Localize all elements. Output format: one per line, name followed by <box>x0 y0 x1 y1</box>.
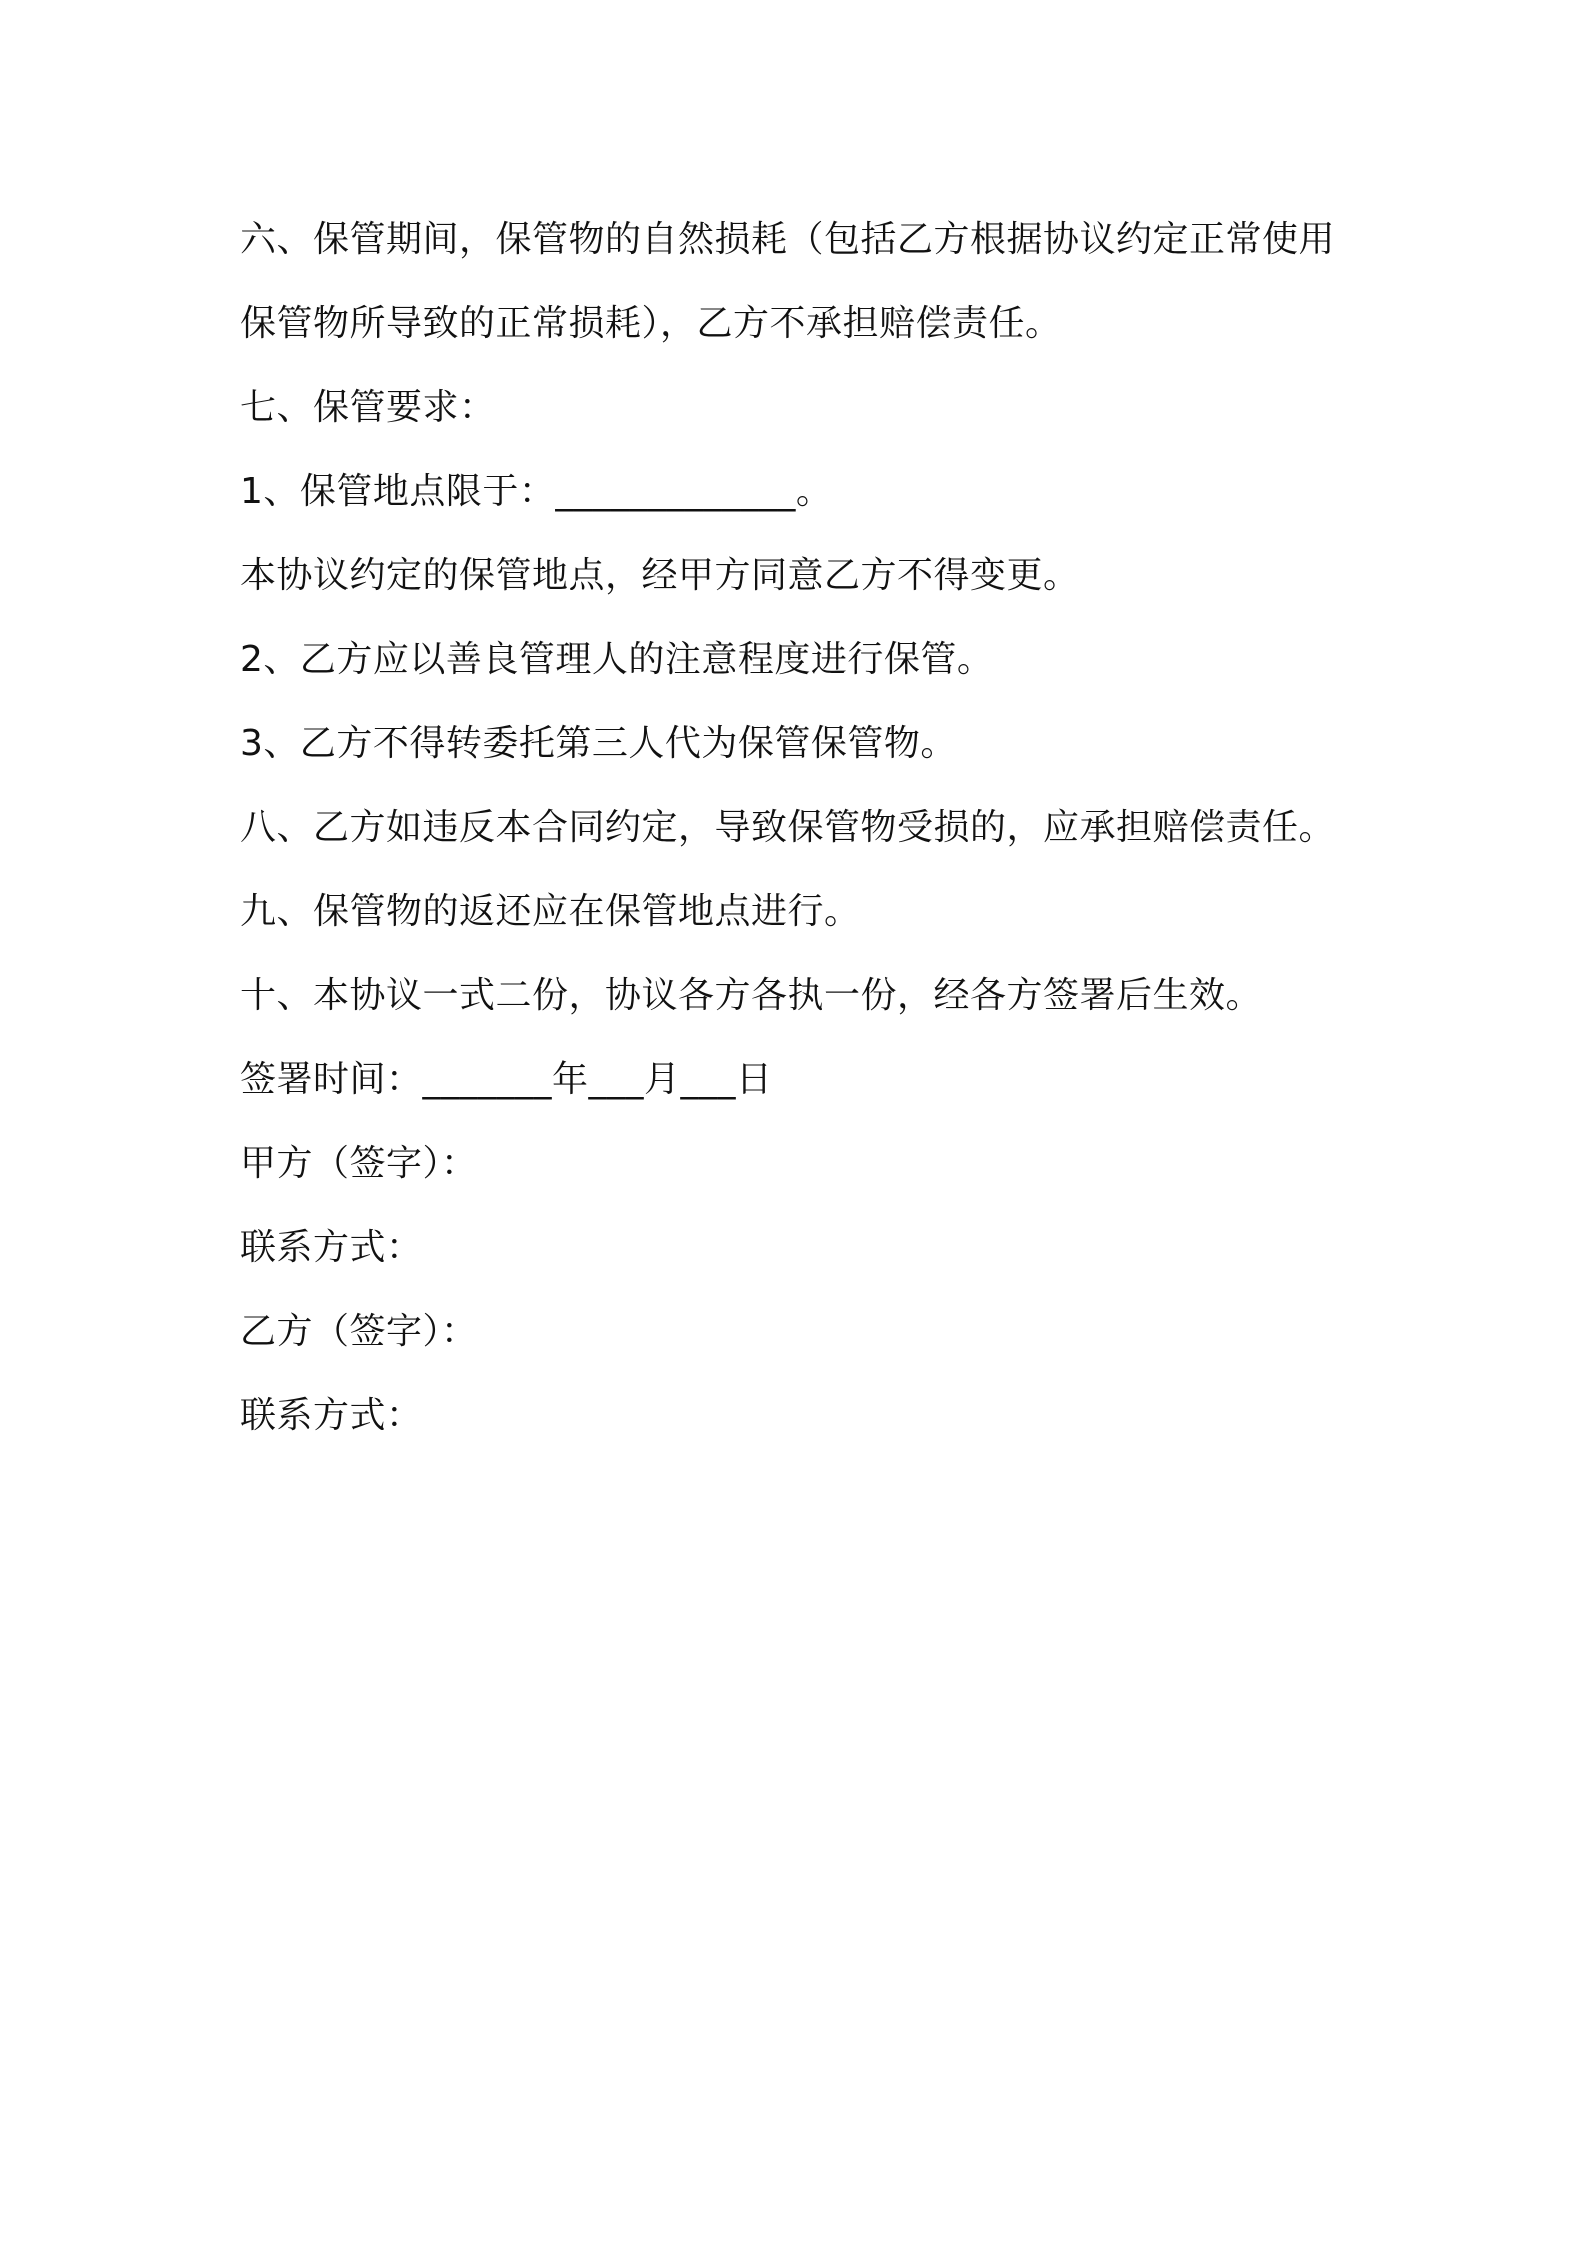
clause-10: 十、本协议一式二份，协议各方各执一份，经各方签署后生效。 <box>240 975 1263 1016</box>
clause-7-heading: 七、保管要求： <box>240 387 496 428</box>
clause-9: 九、保管物的返还应在保管地点进行。 <box>240 891 861 932</box>
clause-7-item-2: 2、乙方应以善良管理人的注意程度进行保管。 <box>240 639 994 680</box>
clause-8: 八、乙方如违反本合同约定，导致保管物受损的，应承担赔偿责任。 <box>240 807 1336 848</box>
party-a-signature-line: 甲方（签字）： <box>240 1143 478 1184</box>
clause-6-line-2: 保管物所导致的正常损耗），乙方不承担赔偿责任。 <box>240 303 1062 344</box>
party-b-contact-line: 联系方式： <box>240 1395 423 1436</box>
clause-7-item-3: 3、乙方不得转委托第三人代为保管保管物。 <box>240 723 957 764</box>
clause-6-line-1: 六、保管期间，保管物的自然损耗（包括乙方根据协议约定正常使用 <box>240 219 1336 260</box>
document-body <box>240 198 1360 1458</box>
clause-7-item-1: 1、保管地点限于：_____________。 <box>240 471 833 512</box>
clause-7-item-1-note: 本协议约定的保管地点，经甲方同意乙方不得变更。 <box>240 555 1080 596</box>
signing-date-line: 签署时间：_______年___月___日 <box>240 1059 773 1100</box>
party-a-contact-line: 联系方式： <box>240 1227 423 1268</box>
party-b-signature-line: 乙方（签字）： <box>240 1311 478 1352</box>
